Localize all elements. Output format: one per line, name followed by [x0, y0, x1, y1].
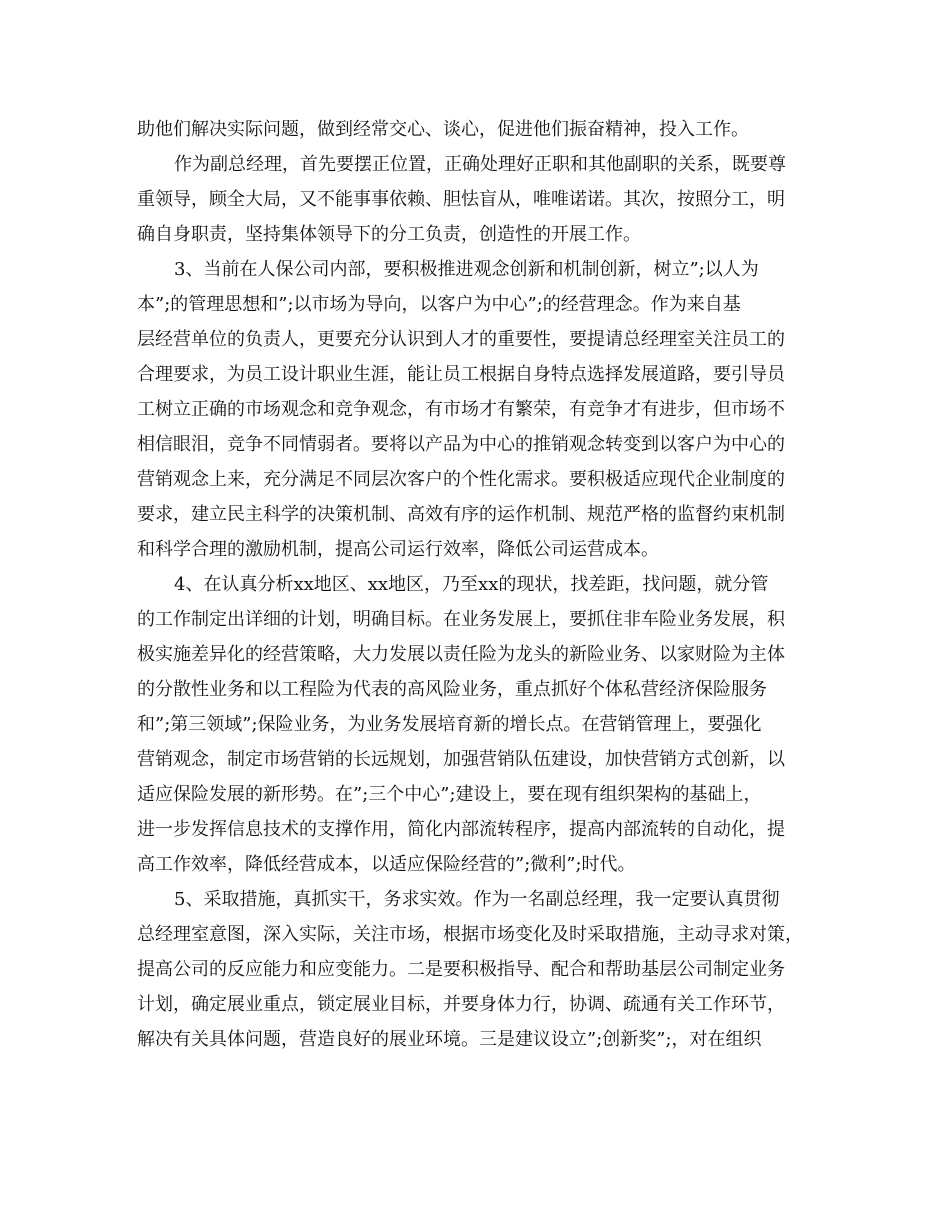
- text-line: 相信眼泪，竞争不同情弱者。要将以产品为中心的推销观念转变到以客户为中心的: [137, 434, 785, 455]
- text-line: 工树立正确的市场观念和竞争观念，有市场才有繁荣，有竞争才有进步，但市场不: [137, 399, 785, 420]
- text-line: 营销观念上来，充分满足不同层次客户的个性化需求。要积极适应现代企业制度的: [137, 469, 785, 490]
- text-line: 合理要求，为员工设计职业生涯，能让员工根据自身特点选择发展道路，要引导员: [137, 364, 785, 385]
- text-line: 的分散性业务和以工程险为代表的高风险业务，重点抓好个体私营经济保险服务: [137, 679, 767, 700]
- paragraph-start-line: 5、采取措施，真抓实干，务求实效。作为一名副总经理，我一定要认真贯彻: [174, 889, 780, 910]
- text-line: 提高公司的反应能力和应变能力。二是要积极指导、配合和帮助基层公司制定业务: [137, 959, 785, 980]
- text-line: 助他们解决实际问题，做到经常交心、谈心，促进他们振奋精神，投入工作。: [137, 119, 749, 140]
- text-line: 极实施差异化的经营策略，大力发展以责任险为龙头的新险业务、以家财险为主体: [137, 644, 785, 665]
- text-line: 确自身职责，坚持集体领导下的分工负责，创造性的开展工作。: [137, 224, 641, 245]
- paragraph-start-line: 作为副总经理，首先要摆正位置，正确处理好正职和其他副职的关系，既要尊: [174, 154, 786, 175]
- text-line: 要求，建立民主科学的决策机制、高效有序的运作机制、规范严格的监督约束机制: [137, 504, 785, 525]
- text-line: 重领导，顾全大局，又不能事事依赖、胆怯盲从，唯唯诺诺。其次，按照分工，明: [137, 189, 785, 210]
- text-line: 总经理室意图，深入实际，关注市场，根据市场变化及时采取措施，主动寻求对策，: [137, 924, 803, 945]
- text-line: 的工作制定出详细的计划，明确目标。在业务发展上，要抓住非车险业务发展，积: [137, 609, 785, 630]
- text-line: 适应保险发展的新形势。在”;三个中心”;建设上，要在现有组织架构的基础上，: [137, 784, 762, 805]
- text-line: 和”;第三领域”;保险业务，为业务发展培育新的增长点。在营销管理上，要强化: [137, 714, 762, 735]
- paragraph-start-line: 4、在认真分析xx地区、xx地区，乃至xx的现状，找差距，找问题，就分管: [174, 574, 769, 595]
- text-line: 进一步发挥信息技术的支撑作用，简化内部流转程序，提高内部流转的自动化，提: [137, 819, 785, 840]
- text-line: 营销观念，制定市场营销的长远规划，加强营销队伍建设，加快营销方式创新，以: [137, 749, 785, 770]
- text-line: 计划，确定展业重点，锁定展业目标，并要身体力行，协调、疏通有关工作环节，: [137, 994, 785, 1015]
- text-line: 层经营单位的负责人，更要充分认识到人才的重要性，要提请总经理室关注员工的: [137, 329, 785, 350]
- text-line: 高工作效率，降低经营成本，以适应保险经营的”;微利”;时代。: [137, 854, 636, 875]
- paragraph-start-line: 3、当前在人保公司内部，要积极推进观念创新和机制创新，树立”;以人为: [174, 259, 759, 280]
- text-line: 解决有关具体问题，营造良好的展业环境。三是建议设立”;创新奖”;，对在组织: [137, 1029, 762, 1050]
- body-text: [137, 112, 815, 1057]
- text-line: 和科学合理的激励机制，提高公司运行效率，降低公司运营成本。: [137, 539, 659, 560]
- text-line: 本”;的管理思想和”;以市场为导向，以客户为中心”;的经营理念。作为来自基: [137, 294, 741, 315]
